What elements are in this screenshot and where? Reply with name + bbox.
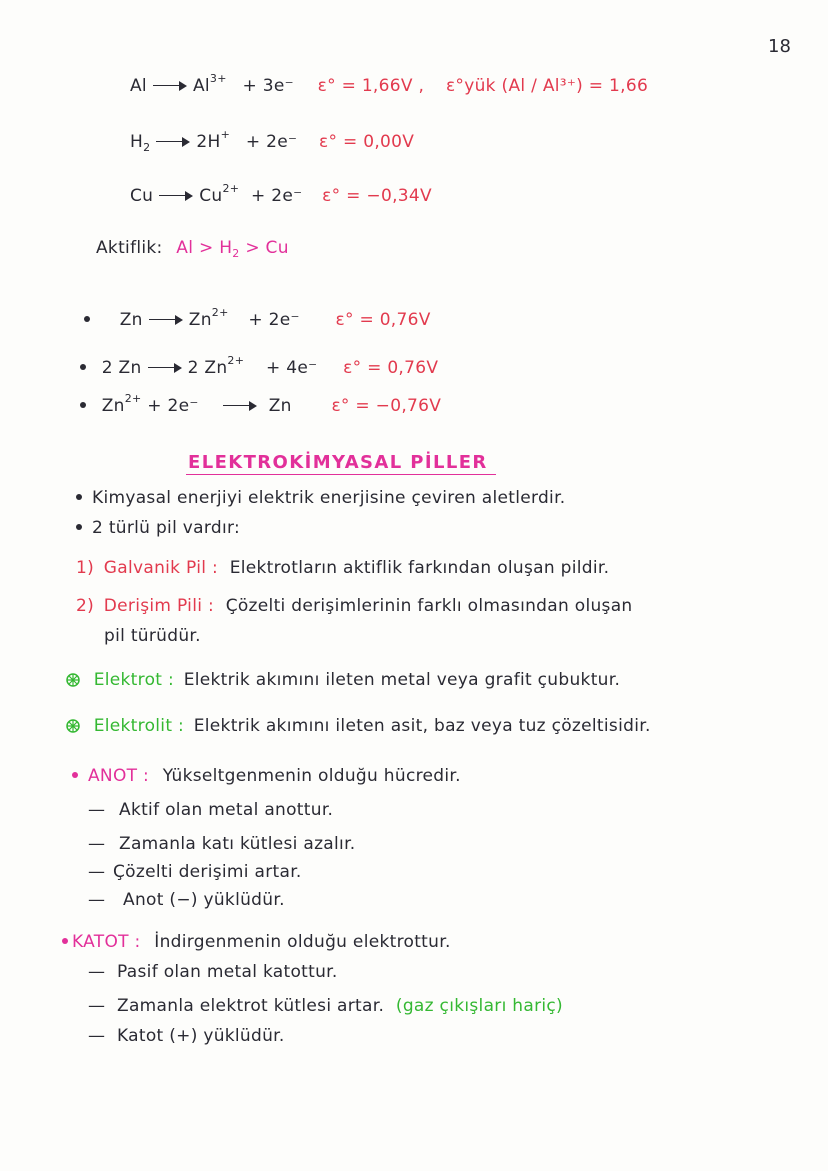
def-term: Elektrot :: [93, 670, 174, 690]
potential: ε° = 0,76V: [343, 358, 439, 378]
section-title: ELEKTROKİMYASAL PİLLER: [188, 452, 488, 473]
charge: +: [220, 128, 231, 141]
arrow-icon: [149, 315, 183, 325]
charge: 2+: [227, 354, 245, 367]
katot-item-text: Katot (+) yüklüdür.: [117, 1026, 285, 1046]
reactant: 2 Zn: [101, 358, 142, 378]
type-derisim: [76, 596, 633, 616]
anot-item: — Zamanla katı kütlesi azalır.: [88, 834, 356, 854]
reactant: H: [130, 132, 144, 152]
intro-1: [76, 488, 566, 508]
charge: 2+: [222, 182, 240, 195]
electrons: + 2e⁻: [245, 132, 298, 152]
reaction-zn-2: [80, 354, 439, 378]
katot-item-text: Zamanla elektrot kütlesi artar.: [117, 996, 385, 1016]
potential: ε° = 1,66V ,: [317, 76, 425, 96]
title-underline: [186, 474, 496, 475]
anot-label: ANOT :: [88, 766, 150, 786]
product: Cu: [199, 186, 223, 206]
anot-item-text: Anot (−) yüklüdür.: [123, 890, 285, 910]
product: 2 Zn: [187, 358, 228, 378]
anot-item-text: Zamanla katı kütlesi azalır.: [119, 834, 356, 854]
flower-icon: [66, 673, 80, 687]
bullet-icon: [84, 316, 90, 322]
bullet-icon: [62, 938, 68, 944]
activity-order-sub: 2: [232, 247, 240, 260]
reaction-cu: [130, 182, 432, 206]
anot-item: — Çözelti derişimi artar.: [88, 862, 302, 882]
katot-header: [62, 932, 451, 952]
activity-order-main: Al > H: [176, 238, 233, 258]
type-number: 1): [76, 558, 95, 578]
anot-header: [72, 766, 461, 786]
katot-label: KATOT :: [72, 932, 141, 952]
katot-item-text: Pasif olan metal katottur.: [117, 962, 338, 982]
activity-order-tail: > Cu: [239, 238, 289, 258]
intro-text: Kimyasal enerjiyi elektrik enerjisine çeviren aletlerdir.: [92, 488, 566, 508]
arrow-icon: [148, 363, 182, 373]
intro-2: [76, 518, 240, 538]
product: 2H: [196, 132, 221, 152]
type-name: Galvanik Pil :: [103, 558, 218, 578]
katot-item: — Zamanla elektrot kütlesi artar. (gaz çıkışları hariç): [88, 996, 563, 1016]
bullet-icon: [80, 402, 86, 408]
type-galvanik: [76, 558, 609, 578]
anot-desc: Yükseltgenmenin olduğu hücredir.: [162, 766, 461, 786]
reaction-h2: [130, 128, 415, 154]
charge: 2+: [211, 306, 229, 319]
type-desc: Çözelti derişimlerinin farklı olmasından oluşan: [225, 596, 633, 616]
potential: ε° = 0,76V: [335, 310, 431, 330]
arrow-icon: [153, 81, 187, 91]
type-desc-cont: pil türüdür.: [104, 626, 201, 646]
bullet-icon: [72, 772, 78, 778]
reactant-sub: 2: [143, 141, 151, 154]
product: Zn: [188, 310, 212, 330]
activity-line: [96, 238, 289, 258]
electrons: + 2e⁻: [248, 310, 300, 330]
reactant-tail: + 2e⁻: [141, 396, 199, 416]
def-elektrolit: [66, 716, 651, 736]
reactant: Zn: [119, 310, 143, 330]
def-desc: Elektrik akımını ileten asit, baz veya tuz çözeltisidir.: [193, 716, 651, 736]
charge: 3+: [209, 72, 227, 85]
def-elektrot: [66, 670, 620, 690]
reactant-charge: 2+: [124, 392, 142, 405]
reactant: Cu: [130, 186, 154, 206]
potential-extra: ε°yük (Al / Al³⁺) = 1,66: [445, 76, 649, 96]
arrow-icon: [159, 191, 193, 201]
electrons: + 2e⁻: [251, 186, 303, 206]
type-number: 2): [76, 596, 95, 616]
reaction-zn-3: [80, 392, 442, 416]
electrons: + 3e⁻: [242, 76, 294, 96]
bullet-icon: [76, 524, 82, 530]
def-desc: Elektrik akımını ileten metal veya grafit çubuktur.: [183, 670, 621, 690]
reaction-al: [130, 72, 649, 96]
anot-item-text: Çözelti derişimi artar.: [113, 862, 302, 882]
anot-item-text: Aktif olan metal anottur.: [119, 800, 334, 820]
activity-label: Aktiflik:: [96, 238, 163, 258]
intro-text: 2 türlü pil vardır:: [92, 518, 240, 538]
anot-item: — Aktif olan metal anottur.: [88, 800, 334, 820]
potential: ε° = 0,00V: [318, 132, 415, 152]
potential: ε° = −0,76V: [331, 396, 442, 416]
product: Zn: [268, 396, 292, 416]
katot-note: (gaz çıkışları hariç): [395, 996, 563, 1016]
katot-item: — Katot (+) yüklüdür.: [88, 1026, 285, 1046]
activity-order: [176, 238, 289, 258]
reactant: Al: [130, 76, 147, 96]
type-name: Derişim Pili :: [103, 596, 214, 616]
flower-icon: [66, 719, 80, 733]
potential: ε° = −0,34V: [322, 186, 432, 206]
type-derisim-cont: [104, 626, 201, 646]
type-desc: Elektrotların aktiflik farkından oluşan pildir.: [229, 558, 610, 578]
bullet-icon: [80, 364, 86, 370]
bullet-icon: [76, 494, 82, 500]
electrons: + 4e⁻: [265, 358, 318, 378]
def-term: Elektrolit :: [93, 716, 185, 736]
product: Al: [192, 76, 210, 96]
page-number: 18: [768, 36, 791, 57]
arrow-icon: [223, 401, 257, 411]
reactant: Zn: [101, 396, 125, 416]
anot-item: — Anot (−) yüklüdür.: [88, 890, 285, 910]
reaction-zn-1: [84, 306, 431, 330]
katot-item: — Pasif olan metal katottur.: [88, 962, 338, 982]
katot-desc: İndirgenmenin olduğu elektrottur.: [154, 932, 451, 952]
arrow-icon: [156, 137, 190, 147]
